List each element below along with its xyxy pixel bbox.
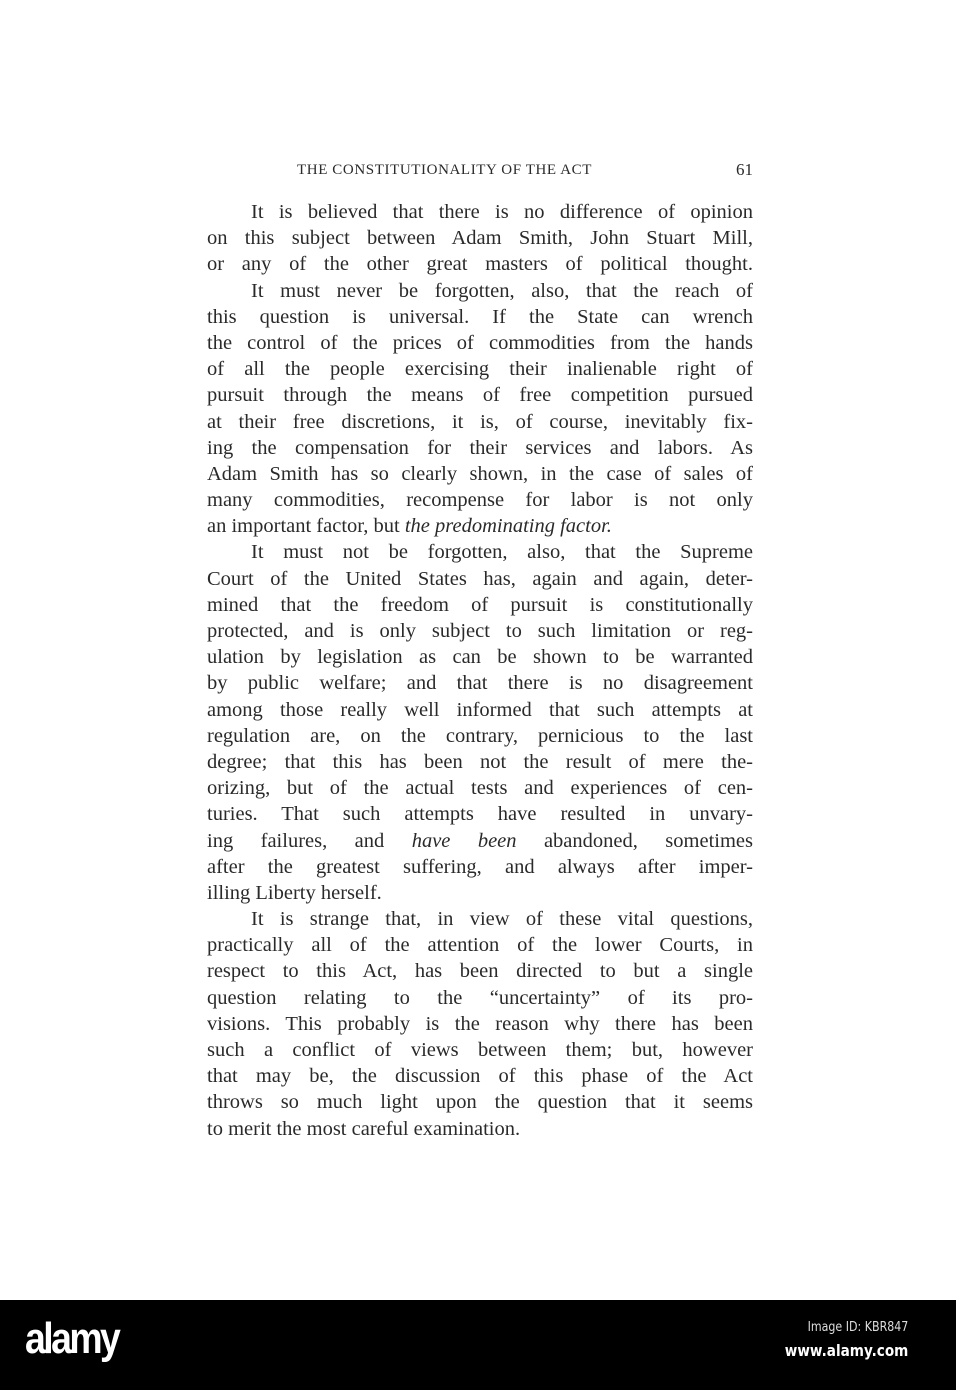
paragraph [207, 539, 753, 906]
text-line [207, 618, 753, 644]
text-segment: to merit the most careful examination. [207, 1117, 521, 1140]
text-segment: ulation by legislation as can be shown to be warranted [207, 646, 753, 669]
paragraph [207, 278, 753, 540]
text-segment: protected, and is only subject to such limitation or reg- [207, 620, 753, 642]
text-segment: or any of the other great masters of political thought. [207, 253, 753, 276]
text-segment: on this subject between Adam Smith, John Stuart Mill, [207, 227, 753, 250]
text-segment: this question is universal. If the State can wrench [207, 305, 753, 328]
page-number: 61 [736, 160, 753, 179]
text-segment: pursuit through the means of free competition pursued [207, 384, 753, 407]
text-line [207, 461, 753, 487]
text-segment: abandoned, sometimes [516, 829, 753, 852]
text-segment: at their free discretions, it is, of course, inevitably fix- [207, 410, 753, 433]
text-segment: such a conflict of views between them; but, however [207, 1039, 753, 1061]
text-line [207, 199, 753, 225]
text-line [207, 1116, 753, 1142]
page-header [207, 160, 753, 184]
text-line [207, 775, 753, 801]
text-segment: throws so much light upon the question that it seems [207, 1091, 753, 1114]
text-line [207, 356, 753, 382]
text-segment: mined that the freedom of pursuit is constitutionally [207, 593, 753, 616]
text-line [207, 1063, 753, 1089]
text-line [207, 958, 753, 984]
text-segment: among those really well informed that such attempts at [207, 698, 753, 721]
text-segment: many commodities, recompense for labor is not only [207, 489, 753, 512]
text-line [207, 644, 753, 670]
italic-text: have been [411, 829, 517, 852]
text-segment: by public welfare; and that there is no disagreement [207, 672, 753, 695]
paragraph [207, 906, 753, 1142]
text-line [207, 539, 753, 565]
text-segment: respect to this Act, has been directed to but a single [207, 960, 753, 983]
text-line [207, 592, 753, 618]
text-line [207, 1089, 753, 1115]
body-text [207, 199, 753, 1142]
text-line [207, 723, 753, 749]
text-segment: the control of the prices of commodities from the hands [207, 331, 753, 354]
text-segment: Adam Smith has so clearly shown, in the case of sales of [207, 462, 753, 485]
text-segment: regulation are, on the contrary, pernicious to the last [207, 724, 753, 747]
text-line [207, 409, 753, 435]
text-segment: degree; that this has been not the result of mere the- [207, 750, 753, 773]
text-line [207, 670, 753, 696]
text-line [207, 513, 753, 539]
text-line [207, 304, 753, 330]
text-line [207, 487, 753, 513]
site-url: www.alamy.com [784, 1341, 908, 1360]
alamy-logo: alamy [25, 1314, 119, 1363]
image-meta [763, 1320, 908, 1360]
text-segment: illing Liberty herself. [207, 881, 382, 904]
text-line [207, 828, 753, 854]
text-segment: an important factor, but [207, 515, 405, 538]
text-line [207, 906, 753, 932]
text-line [207, 1011, 753, 1037]
image-id: Image ID: KBR847 [807, 1320, 908, 1335]
text-segment: orizing, but of the actual tests and experiences of cen- [207, 777, 753, 800]
text-line [207, 330, 753, 356]
text-segment: ing the compensation for their services and labors. As [207, 436, 753, 459]
text-line [207, 985, 753, 1011]
text-segment: question relating to the “uncertainty” of its pro- [207, 986, 753, 1009]
text-line [207, 225, 753, 251]
text-segment: Court of the United States has, again and again, deter- [207, 567, 753, 590]
text-segment: It is strange that, in view of these vital questions, [251, 908, 753, 931]
text-segment: that may be, the discussion of this phase of the Act [207, 1065, 753, 1088]
text-segment: visions. This probably is the reason why there has been [207, 1012, 753, 1035]
text-line [207, 880, 753, 906]
text-segment: of all the people exercising their inalienable right of [207, 358, 753, 381]
text-segment: It must not be forgotten, also, that the Supreme [251, 541, 753, 564]
text-line [207, 1037, 753, 1063]
text-line [207, 801, 753, 827]
watermark-bar [0, 1300, 956, 1390]
text-line [207, 566, 753, 592]
text-segment: turies. That such attempts have resulted in unvary- [207, 803, 753, 826]
paragraph [207, 199, 753, 278]
text-line [207, 749, 753, 775]
running-title: THE CONSTITUTIONALITY OF THE ACT [297, 162, 593, 178]
text-segment: practically all of the attention of the lower Courts, in [207, 934, 753, 957]
text-line [207, 697, 753, 723]
text-line [207, 278, 753, 304]
text-segment: It is believed that there is no difference of opinion [251, 201, 753, 223]
text-line [207, 932, 753, 958]
italic-text: the predominating factor. [404, 515, 612, 538]
text-line [207, 382, 753, 408]
text-line [207, 854, 753, 880]
text-line [207, 251, 753, 277]
text-segment: after the greatest suffering, and always after imper- [207, 855, 753, 878]
text-segment: ing failures, and [207, 829, 412, 852]
text-line [207, 435, 753, 461]
text-segment: It must never be forgotten, also, that the reach of [251, 279, 753, 302]
